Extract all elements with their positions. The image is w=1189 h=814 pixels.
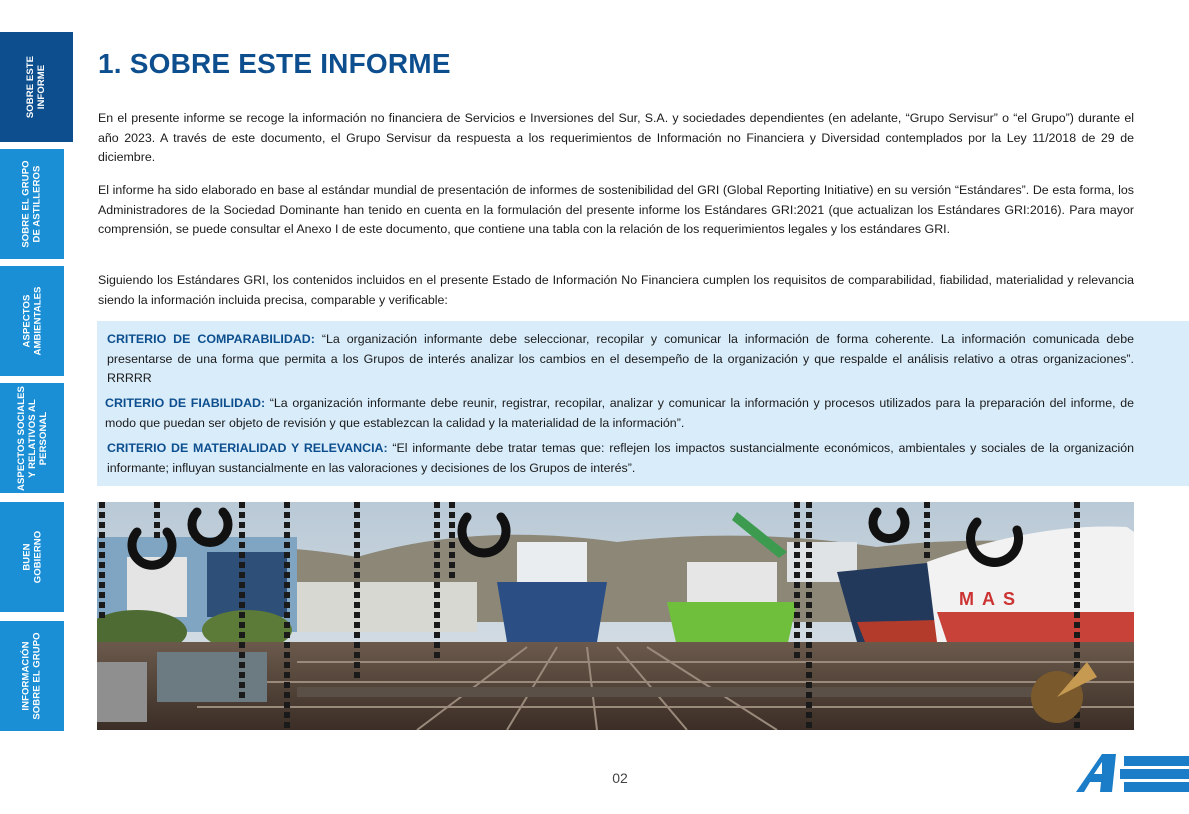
criterion-text: “La organización informante debe reunir, registrar, recopilar, analizar y comunicar la información y procesos utilizados para la preparación del informe, de modo que puedan ser objeto de revisión y que establezcan la calidad y la materialidad de la información”. (105, 396, 1135, 430)
gri-paragraph: El informe ha sido elaborado en base al estándar mundial de presentación de informes de sostenibilidad del GRI (Global Reporting Initiative) en su versión “Estándares”. De esta forma, los Administradores de la Sociedad Dominante han tenido en cuenta en la formulación del presente informe los Estándares GRI:2021 (que actualizan los Estándares GRI:2016). Para mayor comprensión, se puede consultar el Anexo I de este documento, que contiene una tabla con la relación de los requerimientos legales y los estándares GRI. (98, 183, 1134, 236)
criterion-key: CRITERIO DE MATERIALIDAD Y RELEVANCIA: (107, 441, 388, 455)
sidebar-item-sobre-este-informe[interactable] (0, 32, 73, 142)
criterion-materialidad (107, 439, 1134, 478)
page-title: 1. SOBRE ESTE INFORME (98, 48, 451, 79)
criterion-fiabilidad (105, 394, 1134, 433)
sidebar-item-informacion-sobre-el-grupo[interactable] (0, 621, 64, 731)
shipyard-photo (97, 502, 1134, 730)
ship-name-text: MAS (959, 589, 1023, 609)
criterion-key: CRITERIO DE FIABILIDAD: (105, 396, 266, 410)
criterion-comparabilidad (107, 330, 1134, 389)
sidebar-item-label: SOBRE EL GRUPO DE ASTILLEROS (21, 160, 43, 248)
criteria-intro-paragraph: Siguiendo los Estándares GRI, los contenidos incluidos en el presente Estado de Información No Financiera cumplen los requisitos de comparabilidad, fiabilidad, materialidad y relevancia siendo la información incluida precisa, comparable y verificable: (98, 273, 1134, 307)
company-logo (1072, 752, 1189, 799)
page-number: 02 (612, 770, 628, 786)
intro-paragraph: En el presente informe se recoge la información no financiera de Servicios e Inversiones del Sur, S.A. y sociedades dependientes (en adelante, “Grupo Servisur” o “el Grupo”) durante el año 2023. A través de este documento, el Grupo Servisur da respuesta a los requerimientos de Información no Financiera y Diversidad contemplados por la Ley 11/2018 de 29 de diciembre. (98, 111, 1134, 164)
criterion-text: “La organización informante debe seleccionar, recopilar y comunicar la información de forma coherente. La información comunicada debe presentarse de una forma que permita a los Grupos de interés analizar los cambios en el desempeño de la organización y que respalde el análisis relativo a otras organizaciones”. RRRRR (107, 332, 1134, 385)
sidebar-item-aspectos-ambientales[interactable] (0, 266, 64, 376)
criterion-text: “El informante debe tratar temas que: reflejen los impactos sustancialmente económicos, ambientales y sociales de la organización informante; influyan sustancialmente en las valoraciones y decisiones de los Grupos de interés”. (107, 441, 1134, 475)
sidebar-item-buen-gobierno[interactable] (0, 502, 64, 612)
sidebar-item-sobre-el-grupo-de-astilleros[interactable] (0, 149, 64, 259)
sidebar-item-aspectos-sociales[interactable] (0, 383, 64, 493)
sidebar-item-label: INFORMACIÓN SOBRE EL GRUPO (21, 632, 43, 720)
sidebar-item-label: ASPECTOS AMBIENTALES (21, 286, 44, 356)
sidebar-item-label: BUEN GOBIERNO (21, 530, 43, 584)
sidebar-item-label: ASPECTOS SOCIALES Y RELATIVOS AL PERSONAL (15, 385, 49, 491)
sidebar-item-label: SOBRE ESTE INFORME (25, 55, 48, 119)
criterion-key: CRITERIO DE COMPARABILIDAD: (107, 332, 315, 346)
